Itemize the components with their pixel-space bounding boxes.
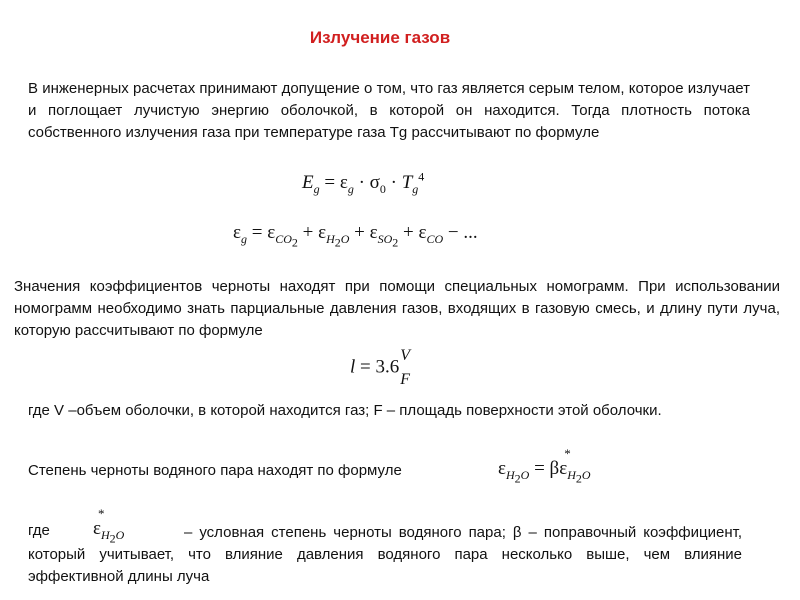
paragraph-nomograms: Значения коэффициентов черноты находят при помощи специальных номограмм. При использовании номограмм необходимо знать парциальные давления газов, входящих в газовую смесь, и длину пути луча, которую рассчитывают по формуле bbox=[14, 278, 780, 339]
paragraph-where-prefix: где bbox=[28, 522, 50, 539]
formula-beam-length: l = 3.6 V F bbox=[350, 347, 411, 388]
formula-conditional-emissivity: ε * $_{H_2O}$ bbox=[93, 506, 125, 546]
paragraph-correction: – условная степень черноты водяного пара; β – поправочный коэффициент, который учитывает, что влияние давления водяного пара несколько выше, чем влияние эффективной длины луча bbox=[28, 524, 742, 585]
paragraph-definitions: где V –объем оболочки, в которой находится газ; F – площадь поверхности этой оболочки. bbox=[28, 402, 662, 419]
paragraph-intro: В инженерных расчетах принимают допущение о том, что газ является серым телом, которое излучает и поглощает лучистую энергию оболочкой, в которой он находится. Тогда плотность потока собственного излучения газа при температуре газа Tg рассчитывают по формуле bbox=[28, 80, 750, 141]
water-vapor-label: Степень черноты водяного пара находят по формуле bbox=[28, 462, 402, 479]
slide-title: Излучение газов bbox=[309, 28, 451, 47]
formula-emissivity-sum: $\varepsilon_g = \varepsilon_{CO_2} + \varepsilon_{H_2O} + \varepsilon_{SO_2} + \varepsilon_{CO}$ − ... bbox=[233, 222, 478, 250]
formula-emission-density: $E_g = \varepsilon_g \cdot \sigma_0 \cdot T_g^4$ bbox=[302, 169, 425, 196]
formula-water-vapor: $\varepsilon_{H_2O} = \beta\varepsilon$ * $_{H_2O}$ bbox=[498, 446, 591, 486]
